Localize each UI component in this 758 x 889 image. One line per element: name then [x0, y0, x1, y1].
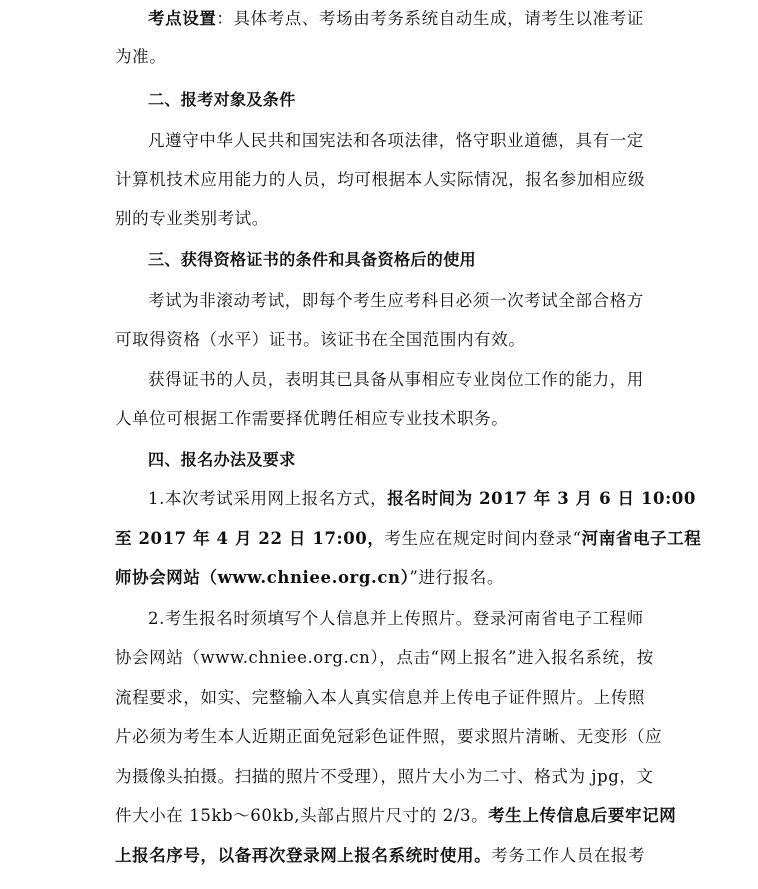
section-3-p1-line-2: 可取得资格（水平）证书。该证书在全国范围内有效。 [115, 330, 526, 349]
registration-time-start: 报名时间为 2017 年 3 月 6 日 10:00 [387, 489, 696, 508]
section-4-item2-line-6 [115, 806, 677, 826]
section-4-item2-line-7 [115, 846, 648, 866]
section-2-line-1: 凡遵守中华人民共和国宪法和各项法律，恪守职业道德，具有一定 [148, 131, 644, 150]
section-4-item2-line-3: 流程要求，如实、完整输入本人真实信息并上传电子证件照片。上传照 [115, 688, 646, 707]
exam-site-line-1 [148, 9, 648, 29]
section-3-p1-line-1: 考试为非滚动考试，即每个考生应考科目必须一次考试全部合格方 [148, 291, 644, 310]
exam-site-line-2: 为准。 [115, 47, 167, 66]
item1-text-2: 考生应在规定时间内登录“ [384, 529, 582, 548]
section-4-item2-line-1: 2.考生报名时须填写个人信息并上传照片。登录河南省电子工程师 [148, 609, 644, 628]
section-4-item1-line-1 [148, 489, 696, 509]
section-4-heading: 四、报名办法及要求 [148, 450, 296, 469]
section-4-item1-line-2 [115, 529, 702, 549]
remember-number-note-2: 上报名序号，以备再次登录网上报名系统时使用。 [115, 846, 492, 865]
exam-site-text: ：具体考点、考场由考务系统自动生成，请考生以准考证 [216, 9, 644, 28]
item1-text: 1.本次考试采用网上报名方式， [148, 489, 388, 508]
item1-text-3: ”进行报名。 [409, 568, 504, 587]
section-4-item1-line-3 [115, 568, 648, 588]
association-website: 师协会网站（www.chniee.org.cn） [115, 568, 410, 587]
remember-number-note: 考生上传信息后要牢记网 [488, 806, 677, 825]
association-name: 河南省电子工程 [581, 529, 702, 548]
exam-site-label: 考点设置 [148, 9, 217, 28]
photo-size-text: 件大小在 15kb～60kb,头部占照片尺寸的 2/3。 [115, 806, 489, 825]
section-4-item2-line-2: 协会网站（www.chniee.org.cn），点击“网上报名”进入报名系统，按 [115, 648, 654, 667]
section-4-item2-line-4: 片必须为考生本人近期正面免冠彩色证件照，要求照片清晰、无变形（应 [115, 727, 663, 746]
section-3-heading: 三、获得资格证书的条件和具备资格后的使用 [148, 250, 477, 269]
registration-time-end: 至 2017 年 4 月 22 日 17:00， [115, 529, 385, 548]
section-3-p2-line-1: 获得证书的人员，表明其已具备从事相应专业岗位工作的能力，用 [148, 370, 644, 389]
staff-text: 考务工作人员在报考 [491, 846, 646, 865]
section-2-line-2: 计算机技术应用能力的人员，均可根据本人实际情况，报名参加相应级 [115, 170, 646, 189]
section-2-line-3: 别的专业类别考试。 [115, 209, 269, 228]
section-2-heading: 二、报考对象及条件 [148, 90, 296, 109]
section-4-item2-line-5: 为摄像头拍摄。扫描的照片不受理），照片大小为二寸、格式为 jpg，文 [115, 767, 654, 786]
section-3-p2-line-2: 人单位可根据工作需要择优聘任相应专业技术职务。 [115, 409, 509, 428]
